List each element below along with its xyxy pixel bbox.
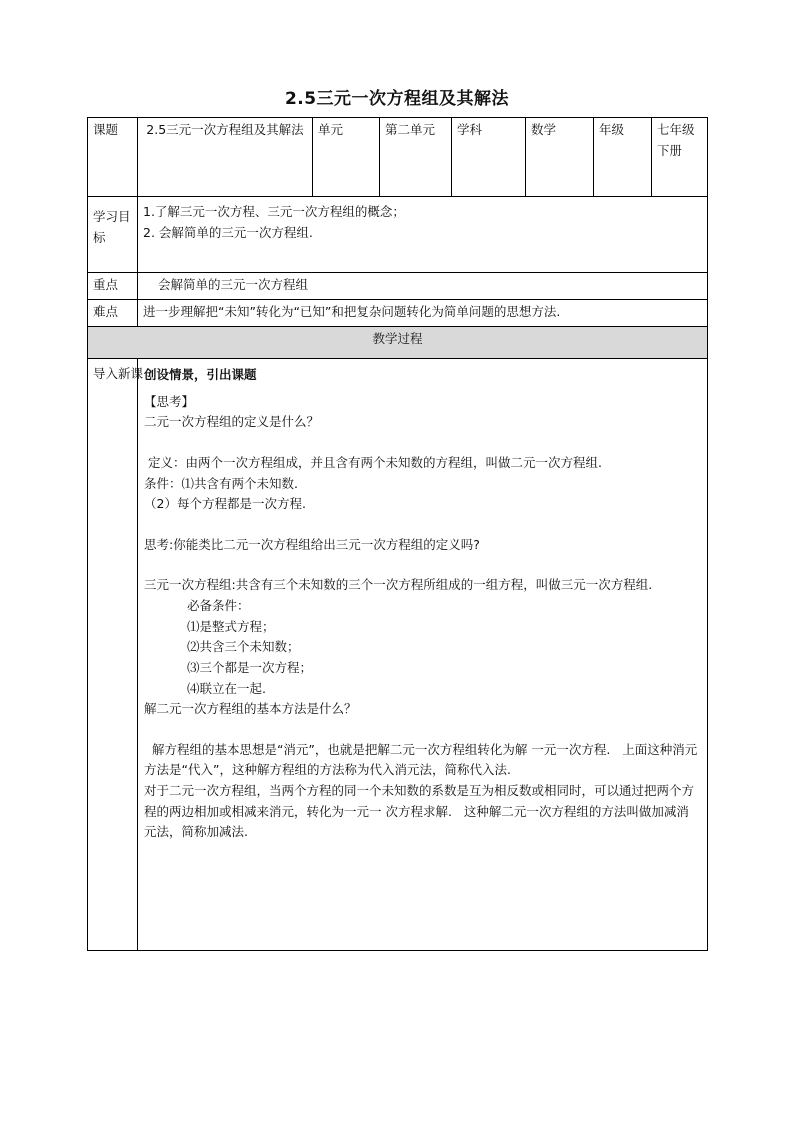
grade-value: 七年级下册	[652, 118, 708, 197]
condition-2: （2）每个方程都是一次方程.	[144, 496, 306, 512]
key-point-row	[88, 273, 708, 300]
process-header-row	[88, 327, 708, 359]
topic-value: 2.5三元一次方程组及其解法	[138, 118, 313, 197]
intro-row	[88, 359, 708, 951]
think-tag: 【思考】	[144, 393, 195, 409]
condition-1: 条件：⑴共含有两个未知数.	[144, 475, 298, 491]
requirement-item: ⑷联立在一起.	[187, 680, 266, 696]
requirement-item: ⑴是整式方程；	[187, 618, 275, 634]
difficulty-row	[88, 300, 708, 327]
question-2: 思考:你能类比二元一次方程组给出三元一次方程组的定义吗?	[144, 536, 480, 552]
requirement-item: ⑶三个都是一次方程；	[187, 659, 313, 675]
grade-label: 年级	[594, 118, 652, 197]
intro-heading: 创设情景，引出课题	[144, 367, 257, 382]
goals-label: 学习目标	[88, 197, 138, 273]
paragraph-elimination: 对于二元一次方程组，当两个方程的同一个未知数的系数是互为相反数或相同时，可以通过把两个方程的两边相加或相减来消元，转化为一元一 次方程求解. 这种解二元一次方程组的方法叫做加减消元法，简称加减法.	[144, 783, 695, 840]
question-3: 解二元一次方程组的基本方法是什么？	[144, 701, 357, 717]
paragraph-substitution: 解方程组的基本思想是“消元”，也就是把解二元一次方程组转化为解 一元一次方程. 上面这种消元方法是“代入”，这种解方程组的方法称为代入消元法，简称代入法.	[144, 741, 698, 778]
definition-3var: 三元一次方程组:共含有三个未知数的三个一次方程所组成的一组方程，叫做三元一次方程组.	[144, 577, 653, 593]
intro-label: 导入新课	[88, 359, 138, 951]
header-row	[88, 118, 708, 197]
process-header: 教学过程	[88, 327, 708, 359]
difficulty-value: 进一步理解把“未知”转化为“已知”和把复杂问题转化为简单问题的思想方法.	[138, 300, 708, 327]
lesson-table	[87, 117, 708, 951]
topic-label: 课题	[88, 118, 138, 197]
goals-row	[88, 197, 708, 273]
goals-content	[138, 197, 708, 273]
subject-value: 数学	[526, 118, 594, 197]
unit-value: 第二单元	[380, 118, 452, 197]
definition-2var: 定义：由两个一次方程组成，并且含有两个未知数的方程组，叫做二元一次方程组.	[144, 454, 602, 470]
unit-label: 单元	[313, 118, 380, 197]
key-point-value: 会解简单的三元一次方程组	[138, 273, 708, 300]
key-point-label: 重点	[88, 273, 138, 300]
question-1: 二元一次方程组的定义是什么？	[144, 414, 320, 430]
goal-item: 1.了解三元一次方程、三元一次方程组的概念；	[143, 204, 405, 219]
page-title: 2.5三元一次方程组及其解法	[284, 89, 510, 109]
difficulty-label: 难点	[88, 300, 138, 327]
subject-label: 学科	[452, 118, 526, 197]
requirements-title: 必备条件：	[187, 598, 250, 613]
requirement-item: ⑵共含三个未知数；	[187, 639, 300, 655]
intro-content	[138, 359, 708, 951]
goal-item: 2. 会解简单的三元一次方程组.	[143, 224, 313, 240]
